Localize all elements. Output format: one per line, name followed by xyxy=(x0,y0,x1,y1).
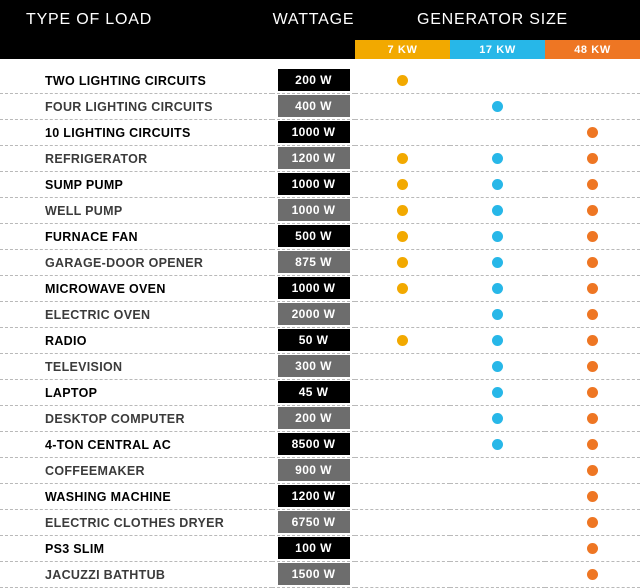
header-gap xyxy=(0,59,640,68)
table-header xyxy=(0,0,640,40)
supported-dot-icon xyxy=(587,153,598,164)
supported-dot-icon xyxy=(397,153,408,164)
header-type-of-load: TYPE OF LOAD xyxy=(26,11,153,28)
supported-dot-icon xyxy=(397,257,408,268)
generator-cell-17kw xyxy=(450,302,545,328)
header-wattage: WATTAGE xyxy=(272,11,355,28)
generator-cell-7kw xyxy=(355,276,450,302)
generator-cell-7kw xyxy=(355,328,450,354)
table-row xyxy=(0,328,640,354)
load-name: JACUZZI BATHTUB xyxy=(0,562,272,588)
table-row xyxy=(0,380,640,406)
wattage-cell xyxy=(272,406,355,432)
table-row xyxy=(0,68,640,94)
supported-dot-icon xyxy=(492,335,503,346)
wattage-cell xyxy=(272,510,355,536)
supported-dot-icon xyxy=(587,543,598,554)
wattage-badge: 100 W xyxy=(278,537,350,559)
supported-dot-icon xyxy=(397,205,408,216)
supported-dot-icon xyxy=(492,439,503,450)
wattage-badge: 8500 W xyxy=(278,433,350,455)
generator-cell-48kw xyxy=(545,536,640,562)
generator-cell-17kw xyxy=(450,172,545,198)
generator-cell-7kw xyxy=(355,94,450,120)
generator-cell-48kw xyxy=(545,458,640,484)
wattage-cell xyxy=(272,120,355,146)
supported-dot-icon xyxy=(492,309,503,320)
wattage-cell xyxy=(272,536,355,562)
generator-cell-48kw xyxy=(545,354,640,380)
wattage-badge: 6750 W xyxy=(278,511,350,533)
generator-cell-7kw xyxy=(355,172,450,198)
generator-cell-48kw xyxy=(545,406,640,432)
wattage-cell xyxy=(272,432,355,458)
legend-spacer xyxy=(0,40,355,59)
generator-cell-17kw xyxy=(450,510,545,536)
wattage-cell xyxy=(272,484,355,510)
wattage-cell xyxy=(272,562,355,588)
generator-cell-17kw xyxy=(450,276,545,302)
legend-17kw: 17 KW xyxy=(450,40,545,59)
wattage-badge: 1200 W xyxy=(278,485,350,507)
table-row xyxy=(0,120,640,146)
generator-cell-48kw xyxy=(545,302,640,328)
wattage-badge: 1000 W xyxy=(278,173,350,195)
header-generator-size: GENERATOR SIZE xyxy=(416,11,569,28)
supported-dot-icon xyxy=(587,205,598,216)
generator-cell-7kw xyxy=(355,432,450,458)
load-name: PS3 SLIM xyxy=(0,536,272,562)
wattage-cell xyxy=(272,276,355,302)
wattage-badge: 200 W xyxy=(278,407,350,429)
wattage-badge: 875 W xyxy=(278,251,350,273)
supported-dot-icon xyxy=(587,569,598,580)
wattage-cell xyxy=(272,224,355,250)
table-row xyxy=(0,432,640,458)
generator-cell-17kw xyxy=(450,354,545,380)
generator-cell-17kw xyxy=(450,250,545,276)
wattage-badge: 1000 W xyxy=(278,277,350,299)
wattage-cell xyxy=(272,380,355,406)
generator-cell-48kw xyxy=(545,94,640,120)
supported-dot-icon xyxy=(492,179,503,190)
generator-cell-7kw xyxy=(355,302,450,328)
supported-dot-icon xyxy=(492,283,503,294)
generator-cell-17kw xyxy=(450,380,545,406)
supported-dot-icon xyxy=(492,413,503,424)
generator-cell-17kw xyxy=(450,328,545,354)
supported-dot-icon xyxy=(492,231,503,242)
wattage-badge: 900 W xyxy=(278,459,350,481)
generator-cell-48kw xyxy=(545,510,640,536)
supported-dot-icon xyxy=(492,101,503,112)
load-name: SUMP PUMP xyxy=(0,172,272,198)
load-name: FURNACE FAN xyxy=(0,224,272,250)
generator-cell-7kw xyxy=(355,510,450,536)
supported-dot-icon xyxy=(397,179,408,190)
table-row xyxy=(0,302,640,328)
table-row xyxy=(0,458,640,484)
generator-cell-17kw xyxy=(450,406,545,432)
generator-cell-17kw xyxy=(450,120,545,146)
generator-cell-7kw xyxy=(355,406,450,432)
supported-dot-icon xyxy=(587,465,598,476)
generator-cell-7kw xyxy=(355,484,450,510)
supported-dot-icon xyxy=(587,439,598,450)
generator-cell-48kw xyxy=(545,120,640,146)
supported-dot-icon xyxy=(587,309,598,320)
generator-cell-7kw xyxy=(355,120,450,146)
generator-cell-7kw xyxy=(355,198,450,224)
table-row xyxy=(0,198,640,224)
generator-cell-48kw xyxy=(545,432,640,458)
supported-dot-icon xyxy=(587,491,598,502)
generator-cell-17kw xyxy=(450,68,545,94)
generator-cell-17kw xyxy=(450,562,545,588)
wattage-cell xyxy=(272,354,355,380)
generator-cell-17kw xyxy=(450,432,545,458)
wattage-badge: 200 W xyxy=(278,69,350,91)
generator-cell-48kw xyxy=(545,250,640,276)
wattage-cell xyxy=(272,146,355,172)
supported-dot-icon xyxy=(492,153,503,164)
generator-column-legend xyxy=(0,40,640,59)
generator-cell-7kw xyxy=(355,380,450,406)
load-name: FOUR LIGHTING CIRCUITS xyxy=(0,94,272,120)
table-row xyxy=(0,172,640,198)
wattage-cell xyxy=(272,172,355,198)
table-body xyxy=(0,68,640,588)
generator-cell-17kw xyxy=(450,536,545,562)
generator-cell-17kw xyxy=(450,484,545,510)
wattage-cell xyxy=(272,458,355,484)
load-name: DESKTOP COMPUTER xyxy=(0,406,272,432)
wattage-cell xyxy=(272,94,355,120)
load-name: LAPTOP xyxy=(0,380,272,406)
supported-dot-icon xyxy=(587,387,598,398)
generator-cell-17kw xyxy=(450,146,545,172)
supported-dot-icon xyxy=(587,179,598,190)
table-row xyxy=(0,250,640,276)
table-row xyxy=(0,510,640,536)
generator-cell-48kw xyxy=(545,146,640,172)
generator-cell-7kw xyxy=(355,68,450,94)
wattage-cell xyxy=(272,250,355,276)
wattage-badge: 45 W xyxy=(278,381,350,403)
load-name: RADIO xyxy=(0,328,272,354)
table-row xyxy=(0,354,640,380)
load-name: 4-TON CENTRAL AC xyxy=(0,432,272,458)
supported-dot-icon xyxy=(492,205,503,216)
supported-dot-icon xyxy=(492,361,503,372)
legend-48kw: 48 KW xyxy=(545,40,640,59)
load-name: 10 LIGHTING CIRCUITS xyxy=(0,120,272,146)
legend-7kw: 7 KW xyxy=(355,40,450,59)
load-name: WELL PUMP xyxy=(0,198,272,224)
wattage-badge: 1200 W xyxy=(278,147,350,169)
wattage-badge: 500 W xyxy=(278,225,350,247)
load-name: GARAGE-DOOR OPENER xyxy=(0,250,272,276)
table-row xyxy=(0,146,640,172)
supported-dot-icon xyxy=(587,283,598,294)
generator-cell-7kw xyxy=(355,354,450,380)
supported-dot-icon xyxy=(587,127,598,138)
generator-cell-17kw xyxy=(450,458,545,484)
load-name: ELECTRIC OVEN xyxy=(0,302,272,328)
wattage-badge: 400 W xyxy=(278,95,350,117)
wattage-badge: 50 W xyxy=(278,329,350,351)
generator-cell-7kw xyxy=(355,458,450,484)
generator-cell-48kw xyxy=(545,484,640,510)
load-name: REFRIGERATOR xyxy=(0,146,272,172)
generator-cell-48kw xyxy=(545,328,640,354)
supported-dot-icon xyxy=(492,257,503,268)
load-name: COFFEEMAKER xyxy=(0,458,272,484)
generator-cell-7kw xyxy=(355,146,450,172)
supported-dot-icon xyxy=(397,335,408,346)
generator-cell-17kw xyxy=(450,94,545,120)
table-row xyxy=(0,562,640,588)
supported-dot-icon xyxy=(587,517,598,528)
generator-cell-7kw xyxy=(355,224,450,250)
supported-dot-icon xyxy=(492,387,503,398)
table-row xyxy=(0,276,640,302)
wattage-badge: 2000 W xyxy=(278,303,350,325)
supported-dot-icon xyxy=(397,283,408,294)
supported-dot-icon xyxy=(587,413,598,424)
supported-dot-icon xyxy=(397,231,408,242)
supported-dot-icon xyxy=(397,75,408,86)
table-row xyxy=(0,484,640,510)
generator-cell-7kw xyxy=(355,250,450,276)
generator-cell-48kw xyxy=(545,224,640,250)
generator-cell-17kw xyxy=(450,224,545,250)
load-name: ELECTRIC CLOTHES DRYER xyxy=(0,510,272,536)
wattage-cell xyxy=(272,68,355,94)
table-row xyxy=(0,94,640,120)
wattage-cell xyxy=(272,328,355,354)
wattage-cell xyxy=(272,302,355,328)
generator-cell-7kw xyxy=(355,536,450,562)
wattage-badge: 1000 W xyxy=(278,199,350,221)
load-name: TWO LIGHTING CIRCUITS xyxy=(0,68,272,94)
generator-cell-7kw xyxy=(355,562,450,588)
generator-cell-48kw xyxy=(545,380,640,406)
generator-cell-48kw xyxy=(545,198,640,224)
wattage-badge: 300 W xyxy=(278,355,350,377)
supported-dot-icon xyxy=(587,361,598,372)
table-row xyxy=(0,536,640,562)
generator-cell-48kw xyxy=(545,562,640,588)
generator-cell-48kw xyxy=(545,172,640,198)
generator-cell-17kw xyxy=(450,198,545,224)
supported-dot-icon xyxy=(587,257,598,268)
generator-cell-48kw xyxy=(545,276,640,302)
table-row xyxy=(0,224,640,250)
wattage-cell xyxy=(272,198,355,224)
load-name: WASHING MACHINE xyxy=(0,484,272,510)
table-row xyxy=(0,406,640,432)
load-name: TELEVISION xyxy=(0,354,272,380)
wattage-badge: 1000 W xyxy=(278,121,350,143)
supported-dot-icon xyxy=(587,231,598,242)
wattage-badge: 1500 W xyxy=(278,563,350,585)
supported-dot-icon xyxy=(587,335,598,346)
load-name: MICROWAVE OVEN xyxy=(0,276,272,302)
generator-cell-48kw xyxy=(545,68,640,94)
